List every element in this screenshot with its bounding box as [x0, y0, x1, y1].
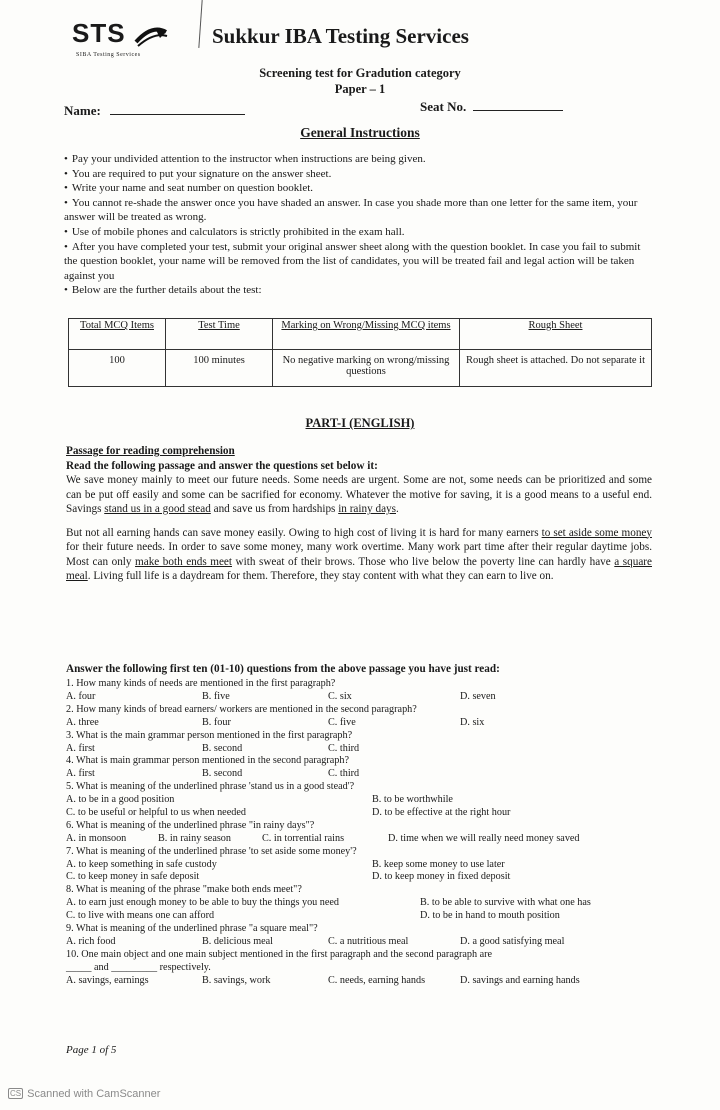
paper-title: Paper – 1	[334, 82, 386, 96]
option: C. a nutritious meal	[328, 935, 409, 947]
camscanner-icon: CS	[10, 1089, 22, 1098]
question-text: 3. What is the main grammar person mentioned in the first paragraph?	[66, 729, 353, 741]
question-options	[66, 691, 666, 704]
option: B. keep some money to use later	[372, 858, 505, 870]
question-text: 4. What is main grammar person mentioned in the second paragraph?	[66, 755, 349, 767]
seat-label: Seat No.	[420, 99, 467, 114]
question-options	[66, 897, 666, 910]
passage-heading: Passage for reading comprehension	[66, 445, 235, 457]
option: C. needs, earning hands	[328, 974, 426, 986]
question-options	[66, 807, 666, 820]
option: B. delicious meal	[202, 935, 274, 947]
option: A. savings, earnings	[66, 974, 149, 986]
table-header-cell: Test Time	[166, 319, 273, 350]
passage-text: for their future needs. In order to save some money, many work overtime. Many work part time after their regular daytime jobs. Most can only	[66, 541, 652, 568]
option: D. savings and earning hands	[460, 974, 580, 986]
instructions-title: General Instructions	[300, 125, 420, 140]
passage-text: .	[396, 503, 399, 515]
instruction-item: • Write your name and seat number on question booklet.	[64, 181, 644, 196]
passage-instruction: Read the following passage and answer the questions set below it:	[66, 459, 378, 472]
question-options	[66, 975, 666, 988]
option: B. to be worthwhile	[372, 794, 453, 806]
test-details-table	[68, 318, 652, 387]
option: A. in monsoon	[66, 832, 127, 844]
logo-subtext: SIBA Testing Services	[76, 52, 141, 58]
option: D. to keep money in fixed deposit	[372, 871, 511, 883]
name-blank	[110, 104, 245, 115]
option: D. to be effective at the right hour	[372, 806, 511, 818]
option: C. to be useful or helpful to us when needed	[66, 806, 246, 818]
sts-logo	[72, 16, 182, 62]
option: B. five	[202, 690, 230, 702]
option: D. to be in hand to mouth position	[420, 910, 560, 922]
question-text: 8. What is meaning of the phrase "make both ends meet"?	[66, 884, 302, 896]
option: C. third	[328, 768, 360, 780]
option: B. savings, work	[202, 974, 271, 986]
underlined-phrase: stand us in a good stead	[104, 503, 211, 515]
question-text: 5. What is meaning of the underlined phrase 'stand us in a good stead'?	[66, 781, 355, 793]
passage-text: . Living full life is a daydream for them. Therefore, they stay content with what they can earn to live on.	[87, 570, 554, 582]
scanner-watermark	[8, 1088, 160, 1100]
logo-swoosh-icon	[134, 22, 168, 48]
table-cell: 100 minutes	[166, 350, 273, 387]
instructions-list	[64, 152, 644, 298]
passage-paragraph-1	[66, 473, 652, 517]
page-number: Page 1 of 5	[66, 1044, 117, 1056]
organization-title: Sukkur IBA Testing Services	[212, 24, 469, 48]
question-text: 7. What is meaning of the underlined phrase 'to set aside some money'?	[66, 845, 357, 857]
question-options	[66, 910, 666, 923]
table-cell: Rough sheet is attached. Do not separate it	[460, 350, 652, 387]
option: C. five	[328, 716, 356, 728]
question-text: 6. What is meaning of the underlined phrase "in rainy days"?	[66, 819, 315, 831]
option: C. to keep money in safe deposit	[66, 871, 200, 883]
question-options	[66, 743, 666, 756]
option: A. to earn just enough money to be able to buy the things you need	[66, 897, 340, 909]
option: C. six	[328, 690, 352, 702]
test-title: Screening test for Gradution category	[259, 66, 461, 80]
instruction-item: • You cannot re-shade the answer once you have shaded an answer. In case you shade more than one letter for the same item, your answer will be treated as wrong.	[64, 196, 644, 225]
option: A. three	[66, 716, 99, 728]
question-options	[66, 768, 666, 781]
table-row	[69, 350, 652, 387]
question-text: 9. What is meaning of the underlined phrase "a square meal"?	[66, 923, 318, 935]
part-title: PART-I (ENGLISH)	[305, 416, 415, 430]
question-options	[66, 859, 666, 872]
table-cell: 100	[69, 350, 166, 387]
option: A. first	[66, 742, 95, 754]
option: A. four	[66, 690, 96, 702]
scanner-text: Scanned with CamScanner	[27, 1088, 161, 1100]
option: A. to keep something in safe custody	[66, 858, 217, 870]
instruction-item: • You are required to put your signature on the answer sheet.	[64, 167, 644, 182]
name-field	[64, 103, 245, 119]
question-text-continued: _____ and _________ respectively.	[66, 961, 211, 973]
underlined-phrase: in rainy days	[338, 503, 396, 515]
question-options	[66, 833, 666, 846]
table-header-row	[69, 319, 652, 350]
logo-text: STS	[72, 18, 126, 48]
underlined-phrase: a square meal	[66, 555, 652, 582]
passage-text: We save money mainly to meet our future needs. Some needs are urgent. Some are not, some needs can be prioritized and some can be put off easily and some can be sacrified for economy. Whatever the motive for saving, it is a good means to a useful end. Savings	[66, 474, 652, 515]
option: C. third	[328, 742, 360, 754]
passage-section	[66, 444, 652, 584]
option: A. to be in a good position	[66, 794, 175, 806]
underlined-phrase: make both ends meet	[135, 555, 233, 568]
passage-text: But not all earning hands can save money easily. Owing to high cost of living it is hard for many earners	[66, 526, 542, 539]
name-label: Name:	[64, 103, 101, 118]
option: B. second	[202, 768, 243, 780]
table-cell: No negative marking on wrong/missing questions	[273, 350, 460, 387]
table-header-cell: Marking on Wrong/Missing MCQ items	[273, 319, 460, 350]
instruction-item: • Use of mobile phones and calculators is strictly prohibited in the exam hall.	[64, 225, 644, 240]
instruction-item: • Pay your undivided attention to the instructor when instructions are being given.	[64, 152, 644, 167]
option: C. in torrential rains	[262, 832, 345, 844]
question-text: 2. How many kinds of bread earners/ workers are mentioned in the second paragraph?	[66, 703, 417, 715]
instruction-item: • Below are the further details about the test:	[64, 283, 644, 298]
question-text: 10. One main object and one main subject mentioned in the first paragraph and the second paragraph are	[66, 948, 493, 960]
option: A. rich food	[66, 935, 116, 947]
questions-list	[66, 678, 666, 988]
option: B. second	[202, 742, 243, 754]
underlined-phrase: to set aside some money	[541, 526, 652, 539]
option: D. seven	[460, 690, 496, 702]
question-text: 1. How many kinds of needs are mentioned in the first paragraph?	[66, 678, 336, 689]
header-divider	[198, 0, 202, 48]
table-header-cell: Rough Sheet	[460, 319, 652, 350]
question-options	[66, 936, 666, 949]
questions-heading: Answer the following first ten (01-10) questions from the above passage you have just read:	[66, 663, 500, 675]
table-header-cell: Total MCQ Items	[69, 319, 166, 350]
passage-text: with sweat of their brows. Those who live below the poverty line can hardly have	[232, 555, 615, 568]
option: B. four	[202, 716, 231, 728]
option: A. first	[66, 768, 95, 780]
passage-paragraph-2	[66, 526, 652, 584]
paragraph-gap	[66, 517, 652, 526]
option: B. to be able to survive with what one has	[420, 897, 591, 909]
instruction-item: • After you have completed your test, submit your original answer sheet along with the question booklet. In case you fail to submit the question booklet, your name will be removed from the list of candidates, you will be treated fail and legal action will be taken against you	[64, 240, 644, 284]
option: D. time when we will really need money saved	[388, 832, 580, 844]
seat-field	[420, 99, 563, 115]
passage-text: and save us from hardships	[210, 503, 339, 515]
option: D. a good satisfying meal	[460, 935, 565, 947]
option: C. to live with means one can afford	[66, 910, 215, 922]
option: D. six	[460, 716, 485, 728]
option: B. in rainy season	[158, 832, 231, 844]
question-options	[66, 794, 666, 807]
seat-blank	[473, 100, 563, 111]
question-options	[66, 717, 666, 730]
question-options	[66, 871, 666, 884]
